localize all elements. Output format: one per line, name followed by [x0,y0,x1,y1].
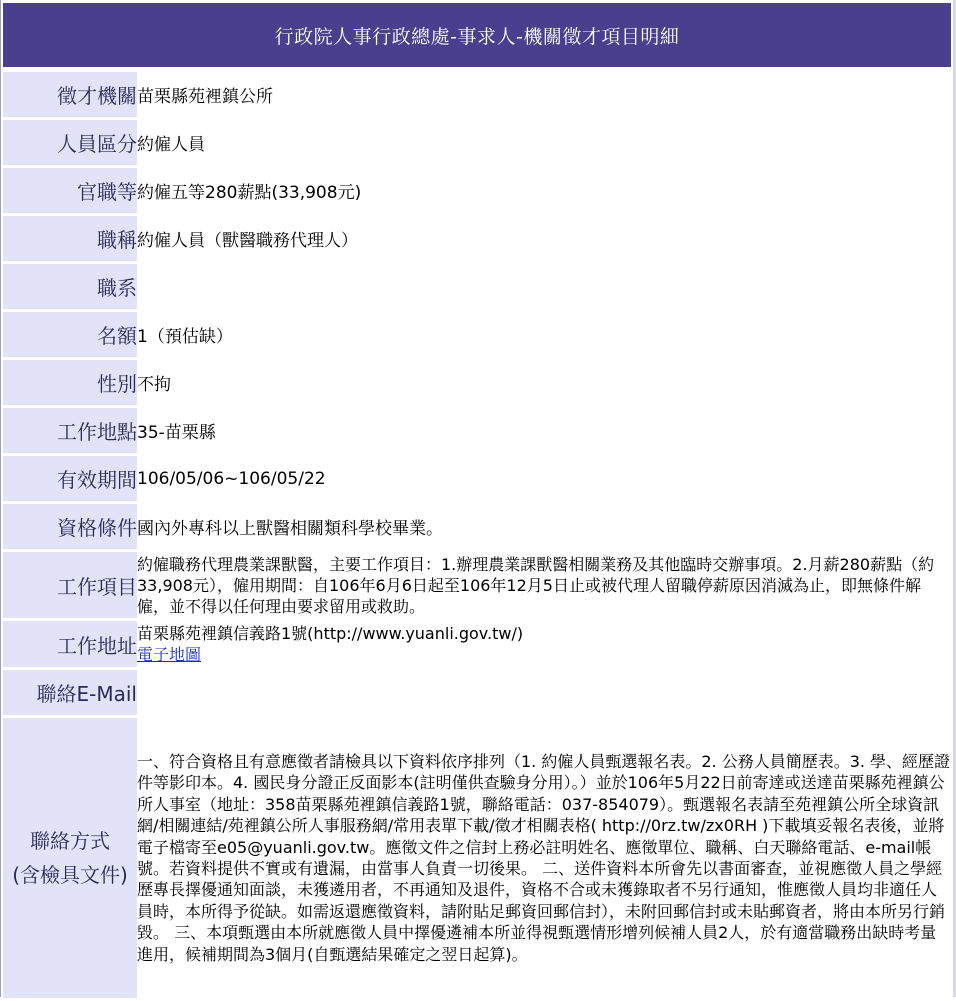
address-cell [137,621,951,667]
row-contact [3,718,951,998]
duties-value: 約僱職務代理農業課獸醫，主要工作項目：1.辦理農業課獸醫相關業務及其他臨時交辦事項。2.月薪280薪點（約33,908元），僱用期間：自106年6月6日起至106年12月5日止或被代理人留職停薪原因消滅為止，即無條件解僱，並不得以任何理由要求留用或救助。 [137,552,951,618]
location-label: 工作地點 [3,408,137,453]
qualifications-label: 資格條件 [3,504,137,549]
rank-label: 官職等 [3,168,137,213]
openings-label: 名額 [3,312,137,357]
row-rank [3,168,951,213]
row-personnel-type [3,120,951,165]
contact-label-line1: 聯絡方式 [30,829,110,853]
contact-label-line2: (含檢具文件) [12,863,128,887]
agency-label: 徵才機關 [3,72,137,117]
row-address [3,621,951,667]
row-valid-period [3,456,951,501]
job-detail-table [3,69,951,1001]
valid-period-value: 106/05/06~106/05/22 [137,456,951,501]
job-series-label: 職系 [3,264,137,309]
map-link[interactable]: 電子地圖 [137,645,202,664]
location-value: 35-苗栗縣 [137,408,951,453]
contact-label [3,718,137,998]
personnel-type-value: 約僱人員 [137,120,951,165]
row-agency [3,72,951,117]
job-title-value: 約僱人員（獸醫職務代理人） [137,216,951,261]
contact-value: 一、符合資格且有意應徵者請檢具以下資料依序排列（1. 約僱人員甄選報名表。2. 公務人員簡歷表。3. 學、經歷證件等影印本。4. 國民身分證正反面影本(註明僅供查驗身分用）。）並於106年5月22日前寄達或送達苗栗縣苑裡鎮公所人事室（地址：358苗栗縣苑裡鎮信義路1號，聯絡電話：037-854079）。甄選報名表請至苑裡鎮公所全球資訊網/相關連結/苑裡鎮公所人事服務網/常用表單下載/徵才相關表格( http://0rz.tw/zx0RH )下載填妥報名表後，並將電子檔寄至e05@yuanli.gov.tw。應徵文件之信封上務必註明姓名、應徵單位、職稱、白天聯絡電話、e-mail帳號。若資料提供不實或有遺漏，由當事人負責一切後果。 二、送件資料本所會先以書面審查，並視應徵人員之學經歷專長擇優通知面談，未獲遴用者，不再通知及退件，資格不合或未獲錄取者不另行通知，惟應徵人員均非適任人員時，本所得予從缺。如需返還應徵資料，請附貼足郵資回郵信封），未附回郵信封或未貼郵資者，將由本所另行銷毀。 三、本項甄選由本所就應徵人員中擇優遴補本所並得視甄選情形增列候補人員2人，於有適當職務出缺時考量進用，候補期間為3個月(自甄選結果確定之翌日起算)。 [137,718,951,998]
row-openings [3,312,951,357]
gender-label: 性別 [3,360,137,405]
job-series-value [137,264,951,309]
rank-value: 約僱五等280薪點(33,908元) [137,168,951,213]
job-title-label: 職稱 [3,216,137,261]
row-job-series [3,264,951,309]
openings-value: 1（預估缺） [137,312,951,357]
gender-value: 不拘 [137,360,951,405]
address-value: 苗栗縣苑裡鎮信義路1號(http://www.yuanli.gov.tw/) [137,624,524,643]
row-location [3,408,951,453]
email-label: 聯絡E-Mail [3,670,137,715]
page-title: 行政院人事行政總處-事求人-機關徵才項目明細 [3,3,951,67]
row-email [3,670,951,715]
email-value [137,670,951,715]
address-label: 工作地址 [3,621,137,667]
valid-period-label: 有效期間 [3,456,137,501]
row-job-title [3,216,951,261]
qualifications-value: 國內外專科以上獸醫相關類科學校畢業。 [137,504,951,549]
agency-value: 苗栗縣苑裡鎮公所 [137,72,951,117]
row-gender [3,360,951,405]
duties-label: 工作項目 [3,552,137,618]
row-qualifications [3,504,951,549]
row-duties [3,552,951,618]
personnel-type-label: 人員區分 [3,120,137,165]
